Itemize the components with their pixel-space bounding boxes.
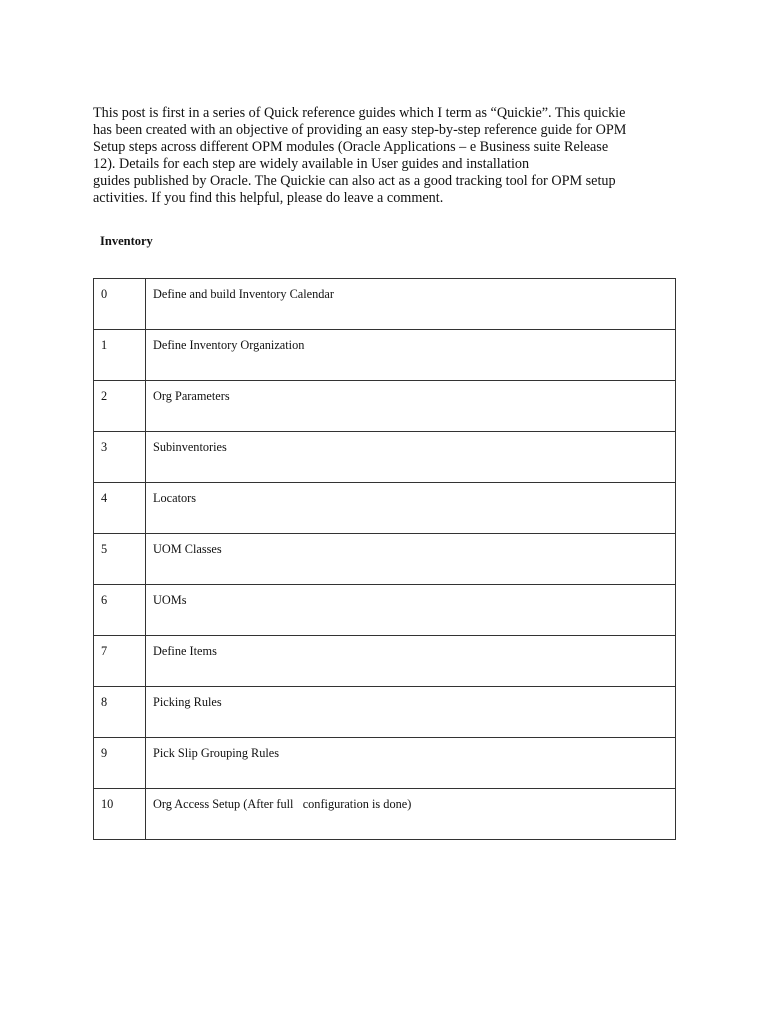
step-label: Define Inventory Organization <box>146 330 676 381</box>
step-label: Pick Slip Grouping Rules <box>146 738 676 789</box>
step-label: UOMs <box>146 585 676 636</box>
table-row <box>94 687 676 738</box>
step-label: Subinventories <box>146 432 676 483</box>
step-label: Define and build Inventory Calendar <box>146 279 676 330</box>
step-label: Picking Rules <box>146 687 676 738</box>
step-number: 4 <box>94 483 146 534</box>
intro-line: This post is first in a series of Quick reference guides which I term as “Quickie”. This quickie <box>93 105 626 121</box>
step-number: 6 <box>94 585 146 636</box>
step-number: 5 <box>94 534 146 585</box>
step-number: 8 <box>94 687 146 738</box>
table-row <box>94 585 676 636</box>
table-row <box>94 432 676 483</box>
step-label: UOM Classes <box>146 534 676 585</box>
step-label: Define Items <box>146 636 676 687</box>
section-heading-inventory: Inventory <box>100 234 153 248</box>
step-number: 9 <box>94 738 146 789</box>
intro-line: 12). Details for each step are widely available in User guides and installation <box>93 156 530 172</box>
intro-paragraph <box>93 105 693 207</box>
table-row <box>94 534 676 585</box>
table-row <box>94 636 676 687</box>
table-row <box>94 789 676 840</box>
step-label: Org Access Setup (After full configuration is done) <box>146 789 676 840</box>
intro-line: guides published by Oracle. The Quickie can also act as a good tracking tool for OPM setup <box>93 173 616 189</box>
step-number: 7 <box>94 636 146 687</box>
step-number: 2 <box>94 381 146 432</box>
table-row <box>94 738 676 789</box>
table-row <box>94 279 676 330</box>
step-label: Org Parameters <box>146 381 676 432</box>
step-number: 1 <box>94 330 146 381</box>
step-number: 3 <box>94 432 146 483</box>
step-number: 0 <box>94 279 146 330</box>
inventory-steps-table <box>93 278 676 840</box>
table-row <box>94 483 676 534</box>
intro-line: has been created with an objective of providing an easy step-by-step reference guide for OPM <box>93 122 627 138</box>
step-label: Locators <box>146 483 676 534</box>
intro-line: Setup steps across different OPM modules (Oracle Applications – e Business suite Release <box>93 139 609 155</box>
table-row <box>94 330 676 381</box>
intro-line: activities. If you find this helpful, please do leave a comment. <box>93 190 444 206</box>
table-row <box>94 381 676 432</box>
step-number: 10 <box>94 789 146 840</box>
